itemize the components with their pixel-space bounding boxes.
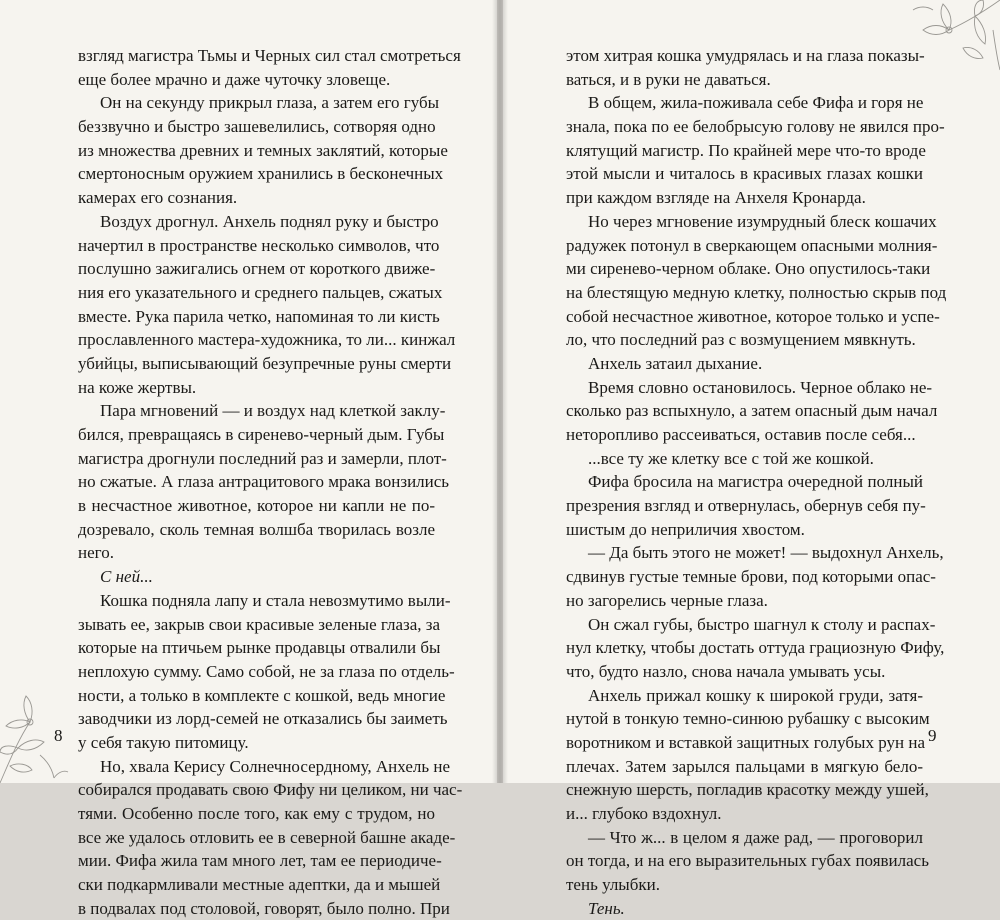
text-line: плечах. Затем зарылся пальцами в мягкую бело- — [566, 756, 923, 776]
text-line: убийцы, выписывающий безупречные руны смерти — [78, 353, 452, 373]
text-line: Но через мгновение изумрудный блеск кошачих — [588, 211, 937, 231]
text-line: — Что ж... в целом я даже рад, — проговорил — [588, 827, 923, 847]
book-gutter — [492, 0, 508, 783]
text-line: Кошка подняла лапу и стала невозмутимо выли- — [100, 590, 451, 610]
text-line: собой несчастное животное, которое только и успе- — [566, 306, 940, 326]
text-line: неторопливо рассеиваться, оставив после себя... — [566, 425, 916, 444]
text-line: смертоносным оружием хранились в бесконечных — [78, 164, 444, 184]
text-line: тень улыбки. — [566, 875, 660, 895]
text-line: этой мысли и читалось в красивых глазах кошки — [566, 164, 923, 184]
text-line: беззвучно и быстро зашевелились, сотворяя одно — [78, 117, 436, 137]
text-line: Тень. — [588, 898, 625, 918]
text-line: все же удалось отловить ее в северной башне акаде- — [78, 827, 456, 847]
text-line: него. — [78, 543, 114, 563]
text-line: клятущий магистр. По крайней мере что-то вроде — [566, 140, 926, 160]
text-line: послушно зажигались огнем от короткого движе- — [78, 259, 436, 279]
text-line: собирался продавать свою Фифу ни целиком, ни час- — [78, 780, 463, 800]
text-line: камерах его сознания. — [78, 188, 238, 208]
text-line: мии. Фифа жила там много лет, там ее периодиче- — [78, 851, 442, 871]
text-line: у себя такую питомицу. — [78, 732, 249, 752]
text-line: ло, что последний раз с возмущением мявкнуть. — [566, 330, 916, 350]
text-line: еще более мрачно и даже чуточку зловеще. — [78, 69, 391, 89]
text-line: Он на секунду прикрыл глаза, а затем его губы — [100, 93, 440, 113]
text-line: Воздух дрогнул. Анхель поднял руку и быстро — [100, 211, 439, 231]
text-line: сдвинув густые темные брови, под которыми опас- — [566, 567, 936, 587]
text-line: зывать ее, закрыв свои красивые зеленые глаза, за — [78, 614, 441, 634]
text-line: вместе. Рука парила четко, напоминая то ли кисть — [78, 306, 440, 326]
text-line: нутой в тонкую темно-синюю рубашку с высоким — [566, 709, 930, 729]
text-line: Анхель затаил дыхание. — [588, 353, 763, 373]
text-line: радужек потонул в сверкающем опасными молния- — [566, 235, 938, 255]
text-line: Но, хвала Керису Солнечносердному, Анхель не — [100, 756, 451, 776]
text-line: воротником и вставкой защитных голубых рун на — [566, 732, 925, 752]
text-line: ния его указательного и среднего пальцев, сжатых — [78, 282, 443, 302]
text-line: этом хитрая кошка умудрялась и на глаза показы- — [566, 46, 925, 65]
page-number-left: 8 — [54, 726, 63, 745]
text-line: бился, превращаясь в сиренево-черный дым. Губы — [78, 425, 445, 444]
text-line: — Да быть этого не может! — выдохнул Анхель, — [588, 543, 944, 563]
page-number-right: 9 — [928, 726, 937, 745]
text-line: Время словно остановилось. Черное облако не- — [588, 377, 933, 397]
text-line: которые на птичьем рынке продавцы отвалили бы — [78, 638, 441, 658]
text-line: тями. Особенно после того, как ему с трудом, но — [78, 804, 435, 823]
text-line: ности, а только в комплекте с кошкой, ведь многие — [78, 685, 446, 705]
text-line: дозревало, сколь темная волшба творилась возле — [78, 519, 435, 539]
text-line: С ней... — [100, 567, 153, 587]
text-line: магистра дрогнули последний раз и замерли, плот- — [78, 448, 447, 468]
text-line: заводчики из лорд-семей не отказались бы заиметь — [78, 709, 448, 729]
text-line: Пара мгновений — и воздух над клеткой заклу- — [100, 401, 446, 421]
text-line: в подвалах под столовой, говорят, было полно. При — [78, 898, 450, 918]
floral-ornament-icon — [0, 660, 70, 783]
text-line: неплохую сумму. Само собой, не за глаза по отдель- — [78, 661, 455, 681]
text-line: ми сиренево-черном облаке. Оно опустилось-таки — [566, 259, 931, 279]
text-line: в несчастное животное, которое ни капли не по- — [78, 496, 435, 516]
text-line: Анхель прижал кошку к широкой груди, затя- — [588, 685, 923, 705]
text-line: нул клетку, чтобы достать оттуда грациозную Фифу, — [566, 638, 945, 658]
text-line: шистым до неприличия хвостом. — [566, 519, 805, 539]
left-page-text — [78, 44, 463, 920]
text-line: снежную шерсть, погладив красотку между ушей, — [566, 780, 929, 800]
text-line: взгляд магистра Тьмы и Черных сил стал смотреться — [78, 46, 461, 65]
text-line: что, будто назло, снова начала умывать усы. — [566, 661, 886, 681]
text-line: ...все ту же клетку все с той же кошкой. — [588, 448, 874, 468]
text-line: ваться, и в руки не даваться. — [566, 69, 771, 89]
text-line: он тогда, и на его выразительных губах появилась — [566, 851, 929, 871]
text-line: на блестящую медную клетку, полностью скрыв под — [566, 282, 947, 302]
text-line: но загорелись черные глаза. — [566, 590, 768, 610]
text-line: из множества древних и темных заклятий, которые — [78, 140, 448, 160]
text-line: и... глубоко вздохнул. — [566, 804, 722, 823]
text-line: сколько раз вспыхнуло, а затем опасный дым начал — [566, 401, 938, 421]
right-page-text — [566, 44, 947, 920]
text-line: начертил в пространстве несколько символов, что — [78, 235, 440, 255]
text-line: знала, пока по ее белобрысую голову не явился про- — [566, 117, 945, 137]
text-line: Фифа бросила на магистра очередной полный — [588, 472, 923, 492]
text-line: презрения взгляд и отвернулась, обернув себя пу- — [566, 496, 926, 516]
text-line: при каждом взгляде на Анхеля Кронарда. — [566, 188, 866, 208]
text-line: но сжатые. А глаза антрацитового мрака вонзились — [78, 472, 450, 492]
text-line: ски подкармливали местные адептки, да и мышей — [78, 875, 441, 895]
text-line: Он сжал губы, быстро шагнул к столу и распах- — [588, 614, 936, 634]
text-line: прославленного мастера-художника, то ли... кинжал — [78, 330, 456, 350]
text-line: В общем, жила-поживала себе Фифа и горя не — [588, 93, 924, 113]
left-page — [0, 0, 497, 918]
text-line: на коже жертвы. — [78, 377, 197, 397]
right-page — [503, 0, 1000, 918]
